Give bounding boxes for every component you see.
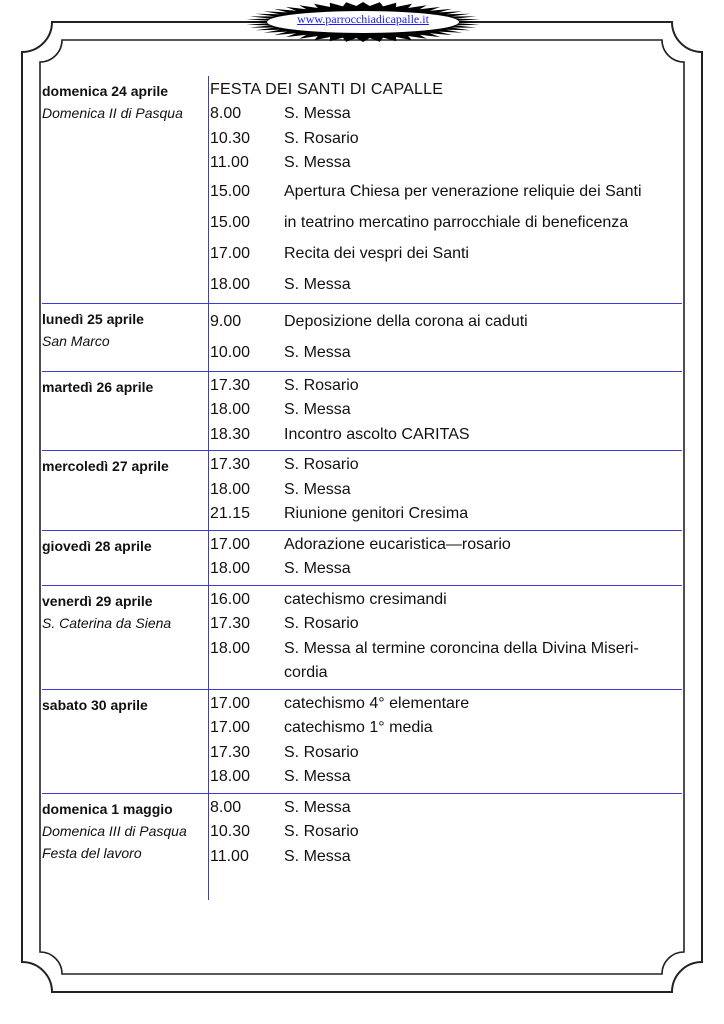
event-row: [208, 102, 682, 127]
day-subtitle: San Marco: [42, 332, 110, 349]
event-row: [208, 502, 682, 527]
day-label: [42, 76, 208, 303]
event-list: [208, 794, 682, 873]
event-description: S. Rosario: [284, 456, 359, 473]
event-time: 16.00: [210, 590, 251, 608]
event-row: [208, 127, 682, 152]
event-row: [208, 588, 682, 613]
event-row: [208, 637, 682, 662]
day-row: [42, 450, 682, 530]
event-description: in teatrino mercatino parrocchiale di beneficenza: [284, 213, 629, 231]
day-title: FESTA DEI SANTI DI CAPALLE: [210, 81, 444, 98]
event-row: [208, 151, 682, 176]
event-time: 10.30: [210, 823, 251, 840]
event-description: S. Rosario: [284, 615, 359, 632]
event-row: [208, 845, 682, 870]
event-description: Recita dei vespri dei Santi: [284, 244, 469, 262]
day-name: mercoledì 27 aprile: [42, 458, 169, 474]
day-label: [42, 531, 208, 585]
event-description: S. Messa: [284, 560, 351, 577]
day-row: [42, 585, 682, 689]
event-description: catechismo 4° elementare: [284, 694, 470, 712]
event-description: S. Messa: [284, 401, 351, 418]
event-row: [208, 398, 682, 423]
event-list: [208, 304, 682, 371]
event-time: 10.00: [210, 343, 251, 361]
event-time: 18.00: [210, 639, 251, 657]
event-row: [208, 238, 682, 269]
event-row: [208, 796, 682, 821]
event-time: 17.30: [210, 376, 251, 394]
event-list: [208, 372, 682, 451]
event-row: [208, 337, 682, 368]
event-time: 11.00: [210, 847, 249, 865]
event-row: [208, 306, 682, 337]
event-description: S. Messa: [284, 154, 351, 171]
day-name: sabato 30 aprile: [42, 696, 148, 713]
day-label: [42, 372, 208, 451]
event-row: [208, 478, 682, 503]
day-subtitle: S. Caterina da Siena: [42, 614, 172, 631]
event-time: 10.30: [210, 129, 251, 147]
event-description: S. Rosario: [284, 129, 359, 147]
event-row: [208, 741, 682, 766]
event-list: [208, 586, 682, 689]
event-description: S. Rosario: [284, 376, 359, 394]
event-description: S. Messa: [284, 768, 351, 785]
day-row: [42, 530, 682, 585]
day-subtitle: Festa del lavoro: [42, 844, 142, 861]
event-row: [208, 374, 682, 399]
event-row: [208, 765, 682, 790]
event-time: 18.00: [210, 275, 251, 293]
schedule-table: [42, 76, 682, 872]
event-time: 18.00: [210, 401, 251, 418]
event-description: Deposizione della corona ai caduti: [284, 312, 528, 330]
event-time: 17.30: [210, 456, 251, 473]
day-name: giovedì 28 aprile: [42, 537, 152, 554]
event-description: Riunione genitori Cresima: [284, 505, 469, 522]
day-name: domenica 1 maggio: [42, 800, 173, 817]
event-time: 21.15: [210, 505, 251, 522]
event-row: [208, 423, 682, 448]
event-description: S. Messa: [284, 798, 351, 816]
event-time: 15.00: [210, 182, 251, 200]
event-row: [208, 207, 682, 238]
event-time: 17.00: [210, 535, 251, 553]
event-row: [208, 612, 682, 637]
event-row: [208, 176, 682, 207]
event-description: S. Messa: [284, 480, 351, 498]
day-label: [42, 794, 208, 873]
day-label: [42, 586, 208, 689]
day-subtitle: Domenica III di Pasqua: [42, 822, 187, 839]
event-time: 15.00: [210, 213, 251, 231]
day-row: [42, 303, 682, 371]
event-description: S. Messa: [284, 343, 351, 361]
event-row: [208, 692, 682, 717]
event-row: [208, 269, 682, 300]
event-time: 18.00: [210, 480, 251, 498]
event-description: cordia: [284, 664, 328, 681]
event-row: [208, 453, 682, 478]
event-time: 11.00: [210, 154, 249, 171]
event-list: [208, 451, 682, 530]
day-label: [42, 451, 208, 530]
event-time: 8.00: [210, 105, 242, 122]
event-time: [208, 661, 284, 686]
day-name: domenica 24 aprile: [42, 83, 169, 99]
event-row: [208, 820, 682, 845]
event-description: Apertura Chiesa per venerazione reliquie dei Santi: [284, 182, 642, 200]
event-list: [208, 76, 682, 303]
event-time: 17.00: [210, 719, 251, 736]
event-description: Incontro ascolto CARITAS: [284, 425, 470, 443]
event-time: 8.00: [210, 798, 242, 816]
event-time: 9.00: [210, 312, 242, 330]
day-label: [42, 690, 208, 793]
event-description: Adorazione eucaristica—rosario: [284, 535, 511, 553]
day-name: martedì 26 aprile: [42, 378, 154, 395]
event-row: [208, 557, 682, 582]
event-description: S. Rosario: [284, 823, 359, 840]
event-description: S. Messa: [284, 105, 351, 122]
event-description: catechismo 1° media: [284, 719, 433, 736]
event-list: [208, 690, 682, 793]
event-description: S. Messa: [284, 847, 351, 865]
event-description: S. Messa: [284, 275, 351, 293]
day-name: venerdì 29 aprile: [42, 592, 153, 609]
event-description: S. Messa al termine coroncina della Divina Miseri-: [284, 639, 639, 657]
event-row: [208, 716, 682, 741]
event-time: 17.00: [210, 694, 251, 712]
event-time: 17.30: [210, 615, 251, 632]
event-time: 18.00: [210, 768, 251, 785]
event-time: 17.30: [210, 743, 251, 761]
website-link[interactable]: www.parrocchiadicapalle.it: [297, 12, 429, 26]
event-time: 18.00: [210, 560, 251, 577]
event-time: 18.30: [210, 425, 251, 443]
day-label: [42, 304, 208, 371]
event-row: [208, 533, 682, 558]
event-description: S. Rosario: [284, 743, 359, 761]
event-list: [208, 531, 682, 585]
event-time: 17.00: [210, 244, 251, 262]
day-subtitle: Domenica II di Pasqua: [42, 105, 183, 121]
day-row: [42, 76, 682, 303]
event-description: catechismo cresimandi: [284, 590, 447, 608]
day-name: lunedì 25 aprile: [42, 310, 144, 327]
event-row: [208, 661, 682, 686]
day-row: [42, 793, 682, 873]
day-row: [42, 371, 682, 451]
day-row: [42, 689, 682, 793]
